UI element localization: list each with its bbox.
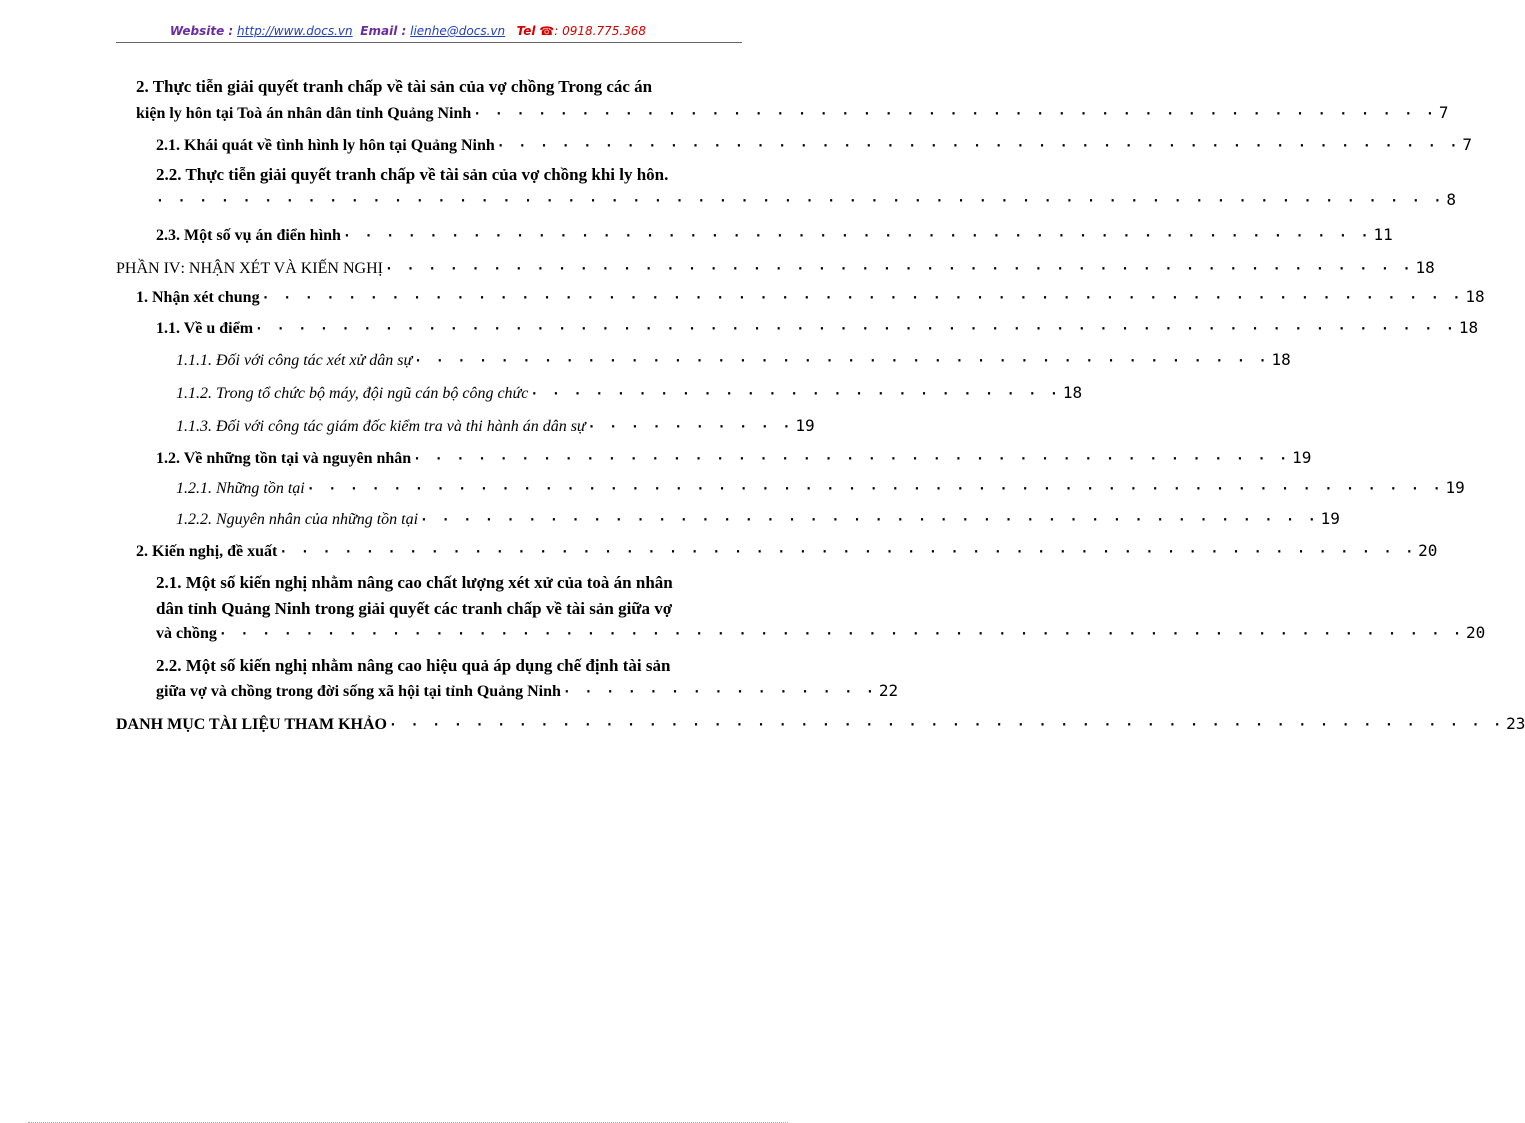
toc-item-title: 1.2.2. Nguyên nhân của những tồn tại: [176, 511, 419, 528]
document-header: [0, 24, 816, 38]
dot-leader: · · · · · · · · · · · · · · · · · · · · · · · · · · · · · · · · · · · · · · · · · · · · ·: [473, 107, 1437, 122]
toc-item-s2-2[interactable]: [156, 190, 1457, 212]
toc-item-title: 1.1.2. Trong tổ chức bộ máy, đội ngũ cán bộ công chức: [176, 385, 529, 402]
email-link[interactable]: lienhe@docs.vn: [410, 24, 506, 38]
phone-icon: ☎: [539, 24, 555, 38]
dot-leader: · · · · · · · · · · · · · · · · · · · · · · · · · · · · · · · · · · · · · · · · ·: [413, 452, 1291, 467]
dot-leader: · · · · · · · · · · · · · · · · · · · · · · · · · · · · · · · · · · · · · · · · · ·: [420, 513, 1319, 528]
dot-leader: · · · · · · · · · · · · · · ·: [562, 685, 877, 700]
toc-item-title: 1. Nhận xét chung: [136, 289, 260, 306]
toc-page-number: 7: [1438, 103, 1449, 122]
dot-leader: · · · · · · · · · · · · · · · · · · · · · · · · · · · · · · · · · · · · · · · · · · · · · · · ·: [342, 229, 1372, 244]
toc-item-title: 1.1.1. Đối với công tác xét xử dân sự: [176, 352, 413, 369]
dot-leader: · · · · · · · · · · · · · · · · · · · · · · · · · · · · · · · · · · · · · · · · · · · · · · · · · · · ·: [388, 718, 1505, 733]
toc-item-k2[interactable]: [136, 541, 1438, 563]
toc-item-k2-1-line1[interactable]: 2.1. Một số kiến nghị nhằm nâng cao chất lượng xét xử của toà án nhân: [156, 573, 673, 592]
toc-item-title: DANH MỤC TÀI LIỆU THAM KHẢO: [116, 716, 387, 733]
website-label: Website :: [169, 24, 234, 38]
toc-item-references[interactable]: [116, 714, 1525, 736]
toc-page-number: 8: [1446, 190, 1457, 209]
toc-page-number: 11: [1373, 225, 1393, 244]
toc-page-number: 18: [1415, 258, 1435, 277]
dot-leader: · · · · · · · · · · · · · · · · · · · · · · · · · · · · · · · · · · · · · · · · · · · · · · · · · · · · · · · · · · · ·: [156, 194, 1445, 209]
toc-item-k2-1-line3: và chồng: [156, 625, 217, 642]
toc-item-title: 1.1.3. Đối với công tác giám đốc kiểm tra và thi hành án dân sự: [176, 418, 586, 435]
toc-page-number: 19: [1445, 478, 1465, 497]
tel-label: Tel: [516, 24, 536, 38]
toc-page-number: 18: [1271, 350, 1291, 369]
toc-item-s2-1[interactable]: [156, 135, 1472, 157]
dot-leader: · · · · · · · · · · · · · · · · · · · · · · · · · · · · · · · · · · · · · · · · · · · · ·: [496, 139, 1461, 154]
toc-item-title-b: : NHẬN XÉT VÀ KIẾN NGHỊ: [180, 260, 383, 277]
dot-leader: · · · · · · · · · · · · · · · · · · · · · · · · · · · · · · · · · · · · · · · · · · · · · · · · · · · · · · · ·: [261, 291, 1464, 306]
dot-leader: · · · · · · · · · · · · · · · · · · · · · · · · · · · · · · · · · · · · · · · · · · · · · · · · · · · · ·: [306, 482, 1444, 497]
toc-page-number: 19: [795, 416, 815, 435]
toc-item-k2-2[interactable]: [156, 681, 899, 703]
toc-page-number: 19: [1320, 509, 1340, 528]
toc-item-title: 1.2.1. Những tồn tại: [176, 480, 305, 497]
toc-item-title: 2.3. Một số vụ án điển hình: [156, 227, 341, 244]
dot-leader: · · · · · · · · · · · · · · · · · · · · · · · · ·: [530, 387, 1061, 402]
toc-item-title: 2. Kiến nghị, đề xuất: [136, 543, 278, 560]
toc-item-s2[interactable]: [136, 103, 1449, 125]
dot-leader: · · · · · · · · · · · · · · · · · · · · · · · · · · · · · · · · · · · · · · · · · · · · · · · · · · · · ·: [279, 545, 1417, 560]
toc-item-k2-1-line2[interactable]: dân tỉnh Quảng Ninh trong giải quyết các tranh chấp về tài sản giữa vợ: [156, 599, 673, 618]
toc-item-n1-1-1[interactable]: [176, 350, 1291, 372]
toc-item-title: 1.1. Về u điểm: [156, 320, 254, 337]
header-divider: [116, 42, 742, 43]
toc-item-s2-line2: kiện ly hôn tại Toà án nhân dân tỉnh Quảng Ninh: [136, 105, 472, 122]
toc-page-number: 20: [1465, 623, 1486, 642]
dot-leader: · · · · · · · · · ·: [587, 420, 794, 435]
tel-number: : 0918.775.368: [554, 24, 647, 38]
dot-leader: · · · · · · · · · · · · · · · · · · · · · · · · · · · · · · · · · · · · · · · · · · · · · · · ·: [384, 262, 1414, 277]
email-label: Email :: [360, 24, 407, 38]
toc-page-number: 7: [1462, 135, 1472, 154]
toc-page-number: 23: [1506, 714, 1525, 733]
toc-item-n1-1-3[interactable]: [176, 416, 815, 438]
toc-item-s2-2-line1[interactable]: 2.2. Thực tiễn giải quyết tranh chấp về tài sản của vợ chồng khi ly hôn.: [156, 165, 669, 184]
toc-item-n1-1[interactable]: [156, 318, 1479, 340]
toc-item-title: 1.2. Về những tồn tại và nguyên nhân: [156, 450, 412, 467]
toc-page-number: 18: [1062, 383, 1083, 402]
toc-page-number: 22: [878, 681, 899, 700]
toc-item-part4[interactable]: [116, 258, 1435, 280]
toc-item-k2-1[interactable]: [156, 623, 1486, 645]
toc-item-s2-3[interactable]: [156, 225, 1393, 247]
toc-page-number: 18: [1458, 318, 1479, 337]
toc-item-title: 2.1. Khái quát về tình hình ly hôn tại Quảng Ninh: [156, 137, 495, 154]
toc-item-k2-2-line2: giữa vợ và chồng trong đời sống xã hội tại tỉnh Quảng Ninh: [156, 683, 561, 700]
website-link[interactable]: http://www.docs.vn: [237, 24, 353, 38]
dot-leader: · · · · · · · · · · · · · · · · · · · · · · · · · · · · · · · · · · · · · · · ·: [414, 354, 1270, 369]
toc-item-n1-2[interactable]: [156, 448, 1312, 470]
toc-page-number: 19: [1292, 448, 1312, 467]
toc-item-title-a: PHẦN IV: [116, 260, 181, 277]
dot-leader: · · · · · · · · · · · · · · · · · · · · · · · · · · · · · · · · · · · · · · · · · · · · · · · · · · · · · · · ·: [255, 322, 1457, 337]
toc-item-n1[interactable]: [136, 287, 1485, 309]
toc-item-n1-2-2[interactable]: [176, 509, 1340, 531]
toc-item-s2-line1[interactable]: 2. Thực tiễn giải quyết tranh chấp về tài sản của vợ chồng Trong các án: [136, 77, 653, 96]
toc-item-n1-1-2[interactable]: [176, 383, 1083, 405]
toc-page-number: 18: [1465, 287, 1485, 306]
toc-page-number: 20: [1418, 541, 1438, 560]
dot-leader: · · · · · · · · · · · · · · · · · · · · · · · · · · · · · · · · · · · · · · · · · · · · · · · · · · · · · · · · · ·: [218, 627, 1464, 642]
toc-item-k2-2-line1[interactable]: 2.2. Một số kiến nghị nhằm nâng cao hiệu quả áp dụng chế định tài sản: [156, 656, 671, 675]
toc-item-n1-2-1[interactable]: [176, 478, 1465, 500]
